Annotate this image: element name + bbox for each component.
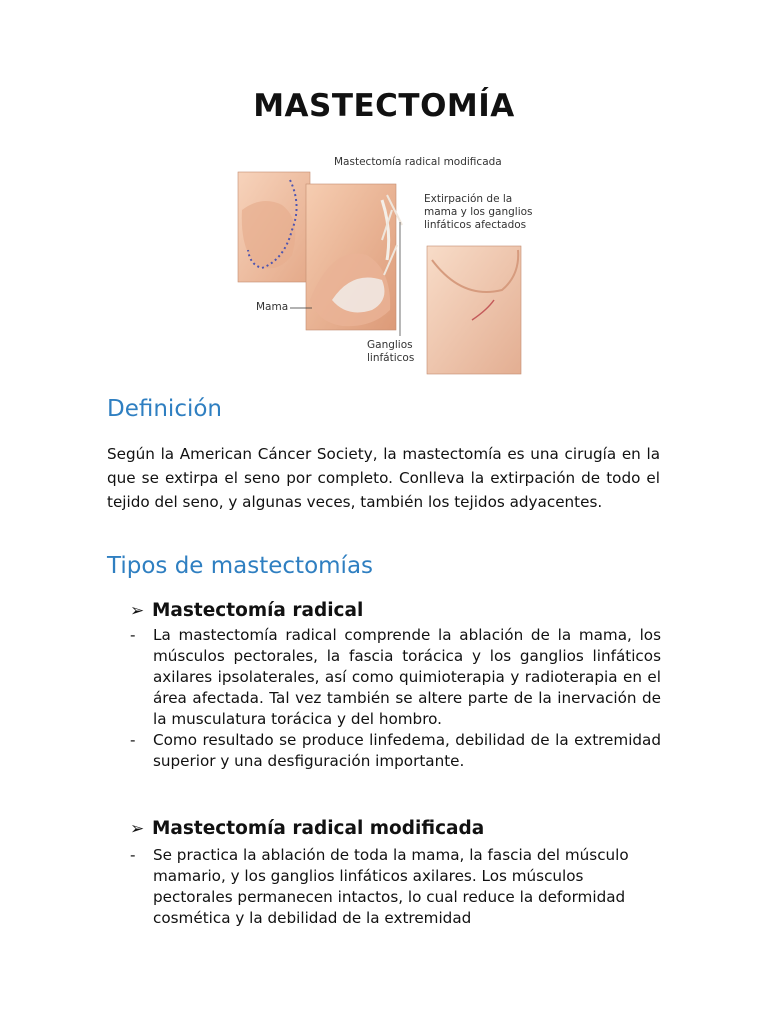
definition-paragraph: Según la American Cáncer Society, la mastectomía es una cirugía en la que se extirpa el seno por completo. Conlleva la extirpación de todo el tejido del seno, y algunas veces, también los tejidos adyacentes.: [107, 445, 660, 511]
mastectomy-illustration: [232, 150, 532, 378]
list-item-text: Como resultado se produce linfedema, debilidad de la extremidad superior y una desfiguración importante.: [153, 731, 661, 770]
type-modified-title: [130, 818, 484, 839]
dash-marker: -: [130, 731, 136, 749]
type-radical-label: Mastectomía radical: [152, 600, 364, 621]
type-radical-title: [130, 600, 363, 621]
figure-title: Mastectomía radical modificada: [334, 156, 502, 168]
type-modified-label: Mastectomía radical modificada: [152, 818, 485, 839]
page-title: MASTECTOMÍA: [253, 88, 515, 124]
arrow-right-icon: ➢: [130, 600, 145, 621]
list-item-text: La mastectomía radical comprende la ablación de la mama, los músculos pectorales, la fascia torácica y los ganglios linfáticos axilares ipsolaterales, así como quimioterapia y radioterapia en el área afectada. Tal vez también se altere parte de la inervación de la musculatura torácica y del hombro.: [153, 626, 661, 728]
arrow-right-icon: ➢: [130, 818, 145, 839]
list-item-text: Se practica la ablación de toda la mama, la fascia del músculo mamario, y los ganglios linfáticos axilares. Los músculos pectorales permanecen intactos, lo cual reduce la deformidad cosmética y la debilidad de la extremidad: [153, 846, 629, 927]
list-item: [130, 625, 661, 730]
definition-heading: Definición: [107, 396, 222, 422]
type-modified-list: [130, 845, 661, 929]
dash-marker: -: [130, 626, 136, 644]
type-radical-list: [130, 625, 661, 772]
list-item: [130, 730, 661, 772]
dash-marker: -: [130, 846, 136, 864]
figure-label-ganglios: Ganglios linfáticos: [367, 339, 415, 364]
figure-caption-right: Extirpación de la mama y los ganglios linfáticos afectados: [424, 193, 533, 231]
types-heading: Tipos de mastectomías: [107, 553, 374, 579]
figure-label-mama: Mama: [256, 301, 289, 313]
list-item: [130, 845, 661, 929]
